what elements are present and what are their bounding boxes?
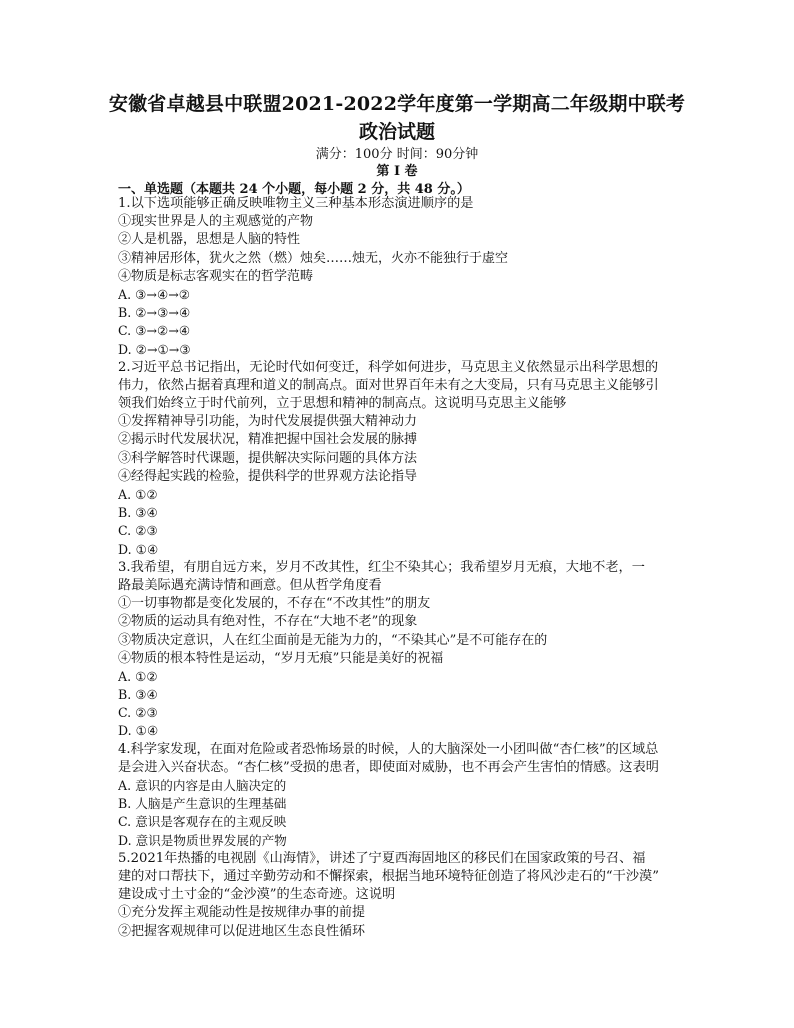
answer-option: A. ①② <box>118 487 158 502</box>
exam-meta: 满分：100分 时间：90分钟 <box>315 147 479 162</box>
statement-item: ④经得起实践的检验，提供科学的世界观方法论指导 <box>118 468 418 484</box>
statement-item: ②把握客观规律可以促进地区生态良性循环 <box>118 923 366 939</box>
answer-option: B. 人脑是产生意识的生理基础 <box>118 796 287 812</box>
question-stem-line: 领我们始终立于时代前列，立于思想和精神的制高点。这说明马克思主义能够 <box>118 396 567 412</box>
answer-option: C. ②③ <box>118 523 158 539</box>
question-stem-line: 建的对口帮扶下，通过辛勤劳动和不懈探索，根据当地环境特征创造了将风沙走石的“干沙漠” <box>118 868 659 884</box>
statement-item: ④物质的根本特性是运动，“岁月无痕”只能是美好的祝福 <box>118 650 444 666</box>
answer-option: C. 意识是客观存在的主观反映 <box>118 814 287 830</box>
statement-item: ②人是机器，思想是人脑的特性 <box>118 232 301 248</box>
section-heading: 一、单选题（本题共 24 个小题，每小题 2 分，共 48 分。） <box>118 182 470 197</box>
question-stem-line: 建设成寸土寸金的“金沙漠”的生态奇迹。这说明 <box>118 887 396 903</box>
statement-item: ①发挥精神导引功能，为时代发展提供强大精神动力 <box>118 414 418 430</box>
question-stem-line: 4.科学家发现，在面对危险或者恐怖场景的时候，人的大脑深处一小团叫做“杏仁核”的区域总 <box>118 741 659 757</box>
statement-item: ①充分发挥主观能动性是按规律办事的前提 <box>118 905 366 921</box>
answer-option: A. ③→④→② <box>118 286 191 302</box>
question-list <box>118 195 678 941</box>
question-stem-line: 路最美际遇充满诗情和画意。但从哲学角度看 <box>118 577 382 593</box>
answer-option: D. ②→①→③ <box>118 341 191 357</box>
exam-title: 安徽省卓越县中联盟2021-2022学年度第一学期高二年级期中联考 <box>108 93 686 115</box>
question-4 <box>118 741 678 850</box>
exam-subject: 政治试题 <box>358 121 435 143</box>
question-stem-line: 2.习近平总书记指出，无论时代如何变迁，科学如何进步，马克思主义依然显示出科学思想的 <box>118 359 659 375</box>
question-2 <box>118 359 678 559</box>
answer-option: D. ①④ <box>118 723 159 739</box>
statement-item: ②揭示时代发展状况，精准把握中国社会发展的脉搏 <box>118 432 418 448</box>
statement-item: ③物质决定意识，人在红尘面前是无能为力的，“不染其心”是不可能存在的 <box>118 632 548 648</box>
question-1 <box>118 195 678 359</box>
question-stem-line: 5.2021年热播的电视剧《山海情》，讲述了宁夏西海固地区的移民们在国家政策的号召、福 <box>118 850 646 866</box>
statement-item: ③精神居形体，犹火之然（燃）烛矣……烛无，火亦不能独行于虚空 <box>118 250 509 266</box>
answer-option: B. ③④ <box>118 687 158 703</box>
question-stem-line: 伟力，依然占据着真理和道义的制高点。面对世界百年未有之大变局，只有马克思主义能够引 <box>118 377 659 393</box>
answer-option: D. ①④ <box>118 541 159 557</box>
answer-option: B. ③④ <box>118 505 158 521</box>
question-stem-line: 1.以下选项能够正确反映唯物主义三种基本形态演进顺序的是 <box>118 196 474 211</box>
statement-item: ③科学解答时代课题，提供解决实际问题的具体方法 <box>118 450 418 466</box>
statement-item: ①现实世界是人的主观感觉的产物 <box>118 214 314 230</box>
statement-item: ②物质的运动具有绝对性，不存在“大地不老”的现象 <box>118 614 418 630</box>
answer-option: A. 意识的内容是由人脑决定的 <box>118 778 287 793</box>
answer-option: D. 意识是物质世界发展的产物 <box>118 832 287 848</box>
statement-item: ①一切事物都是变化发展的，不存在“不改其性”的朋友 <box>118 596 431 612</box>
answer-option: B. ②→③→④ <box>118 305 191 321</box>
question-stem-line: 是会进入兴奋状态。“杏仁核”受损的患者，即使面对威胁，也不再会产生害怕的情感。这表明 <box>118 759 659 775</box>
statement-item: ④物质是标志客观实在的哲学范畴 <box>118 268 314 284</box>
question-3 <box>118 559 678 741</box>
question-stem-line: 3.我希望，有朋自远方来，岁月不改其性，红尘不染其心；我希望岁月无痕，大地不老，一 <box>118 559 645 575</box>
answer-option: C. ②③ <box>118 705 158 721</box>
answer-option: C. ③→②→④ <box>118 323 191 339</box>
answer-option: A. ①② <box>118 668 158 684</box>
volume-label: 第 I 卷 <box>376 164 418 179</box>
question-5 <box>118 850 678 941</box>
